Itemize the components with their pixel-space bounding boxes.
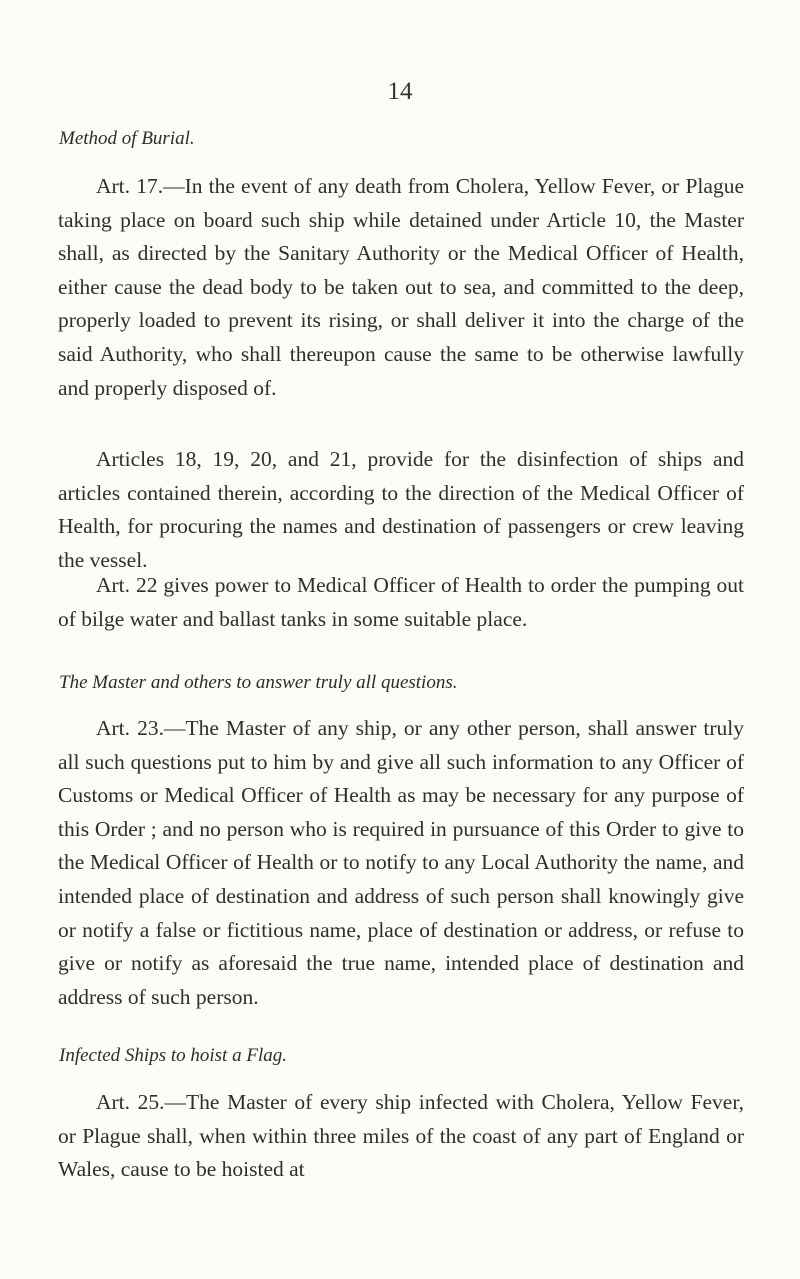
paragraph-article-17: Art. 17.—In the event of any death from Cholera, Yellow Fever, or Plague taking place on board such ship while detained under Article 10, the Master shall, as directed by the Sanitary Authority or the Medical Officer of Health, either cause the dead body to be taken out to sea, and committed to the deep, properly loaded to prevent its rising, or shall deliver it into the charge of the said Authority, who shall thereupon cause the same to be otherwise lawfully and properly disposed of. (58, 174, 744, 400)
section-heading-infected-ships: Infected Ships to hoist a Flag. (59, 1045, 287, 1066)
section-heading-master-answer: The Master and others to answer truly all questions. (59, 672, 458, 693)
paragraph-article-22: Art. 22 gives power to Medical Officer of Health to order the pumping out of bilge water and ballast tanks in some suitable place. (58, 573, 744, 631)
page-number: 14 (387, 78, 413, 105)
paragraph-article-25: Art. 25.—The Master of every ship infected with Cholera, Yellow Fever, or Plague shall, when within three miles of the coast of any part of England or Wales, cause to be hoisted at (58, 1090, 744, 1182)
paragraph-article-23: Art. 23.—The Master of any ship, or any other person, shall answer truly all such questions put to him by and give all such information to any Officer of Customs or Medical Officer of Health as may be necessary for any purpose of this Order ; and no person who is required in pursuance of this Order to give to the Medical Officer of Health or to notify to any Local Authority the name, and intended place of destination and address of such person shall knowingly give or notify a false or fictitious name, place of destination or address, or refuse to give or notify as aforesaid the true name, intended place of destination and address of such person. (58, 716, 744, 1009)
paragraph-articles-18-21: Articles 18, 19, 20, and 21, provide for the disinfection of ships and articles contained therein, according to the direction of the Medical Officer of Health, for procuring the names and destination of passengers or crew leaving the vessel. (58, 447, 744, 572)
section-heading-method-of-burial: Method of Burial. (59, 128, 195, 149)
